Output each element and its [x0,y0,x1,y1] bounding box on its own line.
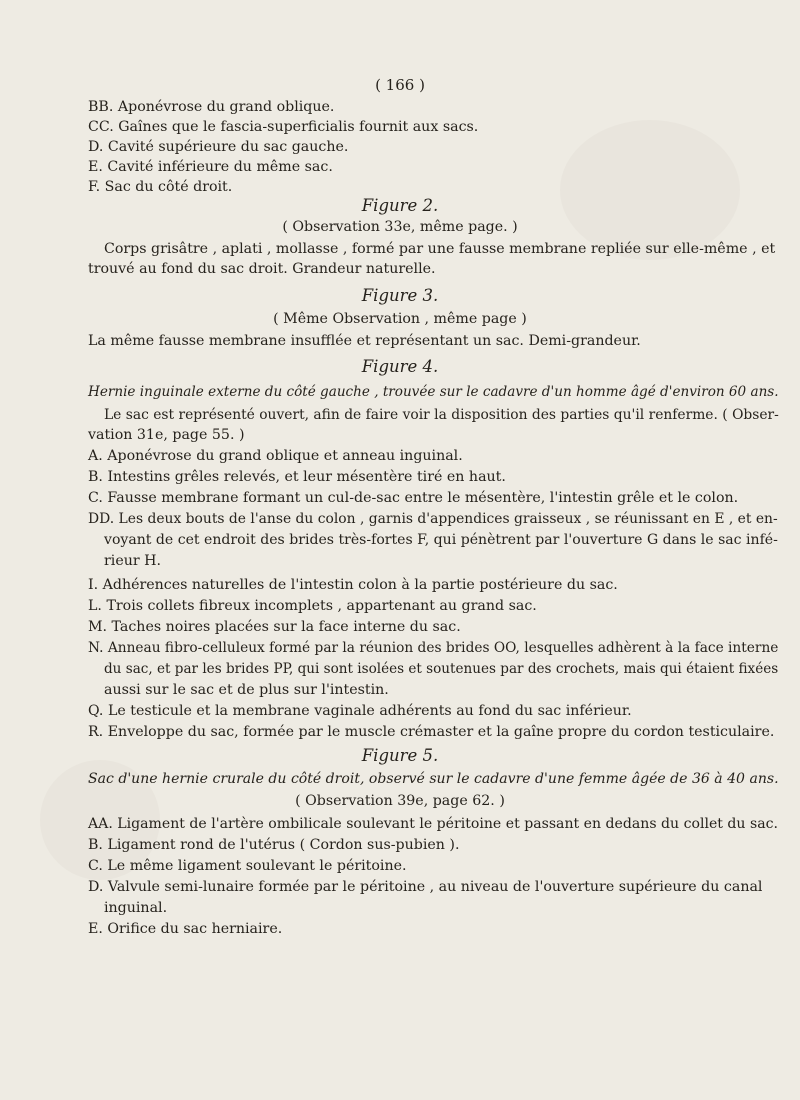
figure-5-caption: Sac d'une hernie crurale du côté droit, observé sur le cadavre d'une femme âgée de 36 à 40 ans. [88,771,779,787]
page-number: ( 166 ) [375,76,425,94]
figure-4-intro-line-2: vation 31e, page 55. ) [88,427,245,443]
figure-3-text: La même fausse membrane insufflée et représentant un sac. Demi-grandeur. [88,333,641,349]
figure-2-observation: ( Observation 33e, même page. ) [282,219,518,235]
legend-item-d: D. Cavité supérieure du sac gauche. [88,139,349,155]
figure-2-text-line-2: trouvé au fond du sac droit. Grandeur naturelle. [88,261,436,277]
figure-5-item-d-line-1: D. Valvule semi-lunaire formée par le péritoine , au niveau de l'ouverture supérieure du canal [88,879,763,895]
figure-5-title: Figure 5. [361,746,439,765]
figure-4-item-dd-line-3: rieur H. [104,553,162,569]
figure-2-text-line-1: Corps grisâtre , aplati , mollasse , formé par une fausse membrane repliée sur elle-même , et [104,241,776,257]
figure-4-item-b: B. Intestins grêles relevés, et leur mésentère tiré en haut. [88,469,506,485]
figure-4-item-n-line-1: N. Anneau fibro-celluleux formé par la réunion des brides OO, lesquelles adhèrent à la face interne [88,640,779,656]
figure-3-title: Figure 3. [361,286,439,305]
figure-5-item-e: E. Orifice du sac herniaire. [88,921,283,937]
figure-3-observation: ( Même Observation , même page ) [273,311,527,327]
figure-4-item-dd-line-1: DD. Les deux bouts de l'anse du colon , garnis d'appendices graisseux , se réunissant en E , et en- [88,511,778,527]
figure-4-item-r: R. Enveloppe du sac, formée par le muscle crémaster et la gaîne propre du cordon testiculaire. [88,724,775,740]
figure-5-observation: ( Observation 39e, page 62. ) [295,793,505,809]
legend-item-f: F. Sac du côté droit. [88,179,233,195]
figure-4-item-n-line-2: du sac, et par les brides PP, qui sont isolées et soutenues par des crochets, mais qui étaient fixées [104,661,779,677]
legend-item-cc: CC. Gaînes que le fascia-superficialis fournit aux sacs. [88,119,479,135]
legend-item-bb: BB. Aponévrose du grand oblique. [88,99,335,115]
figure-4-item-dd-line-2: voyant de cet endroit des brides très-fortes F, qui pénètrent par l'ouverture G dans le sac infé- [104,532,778,548]
figure-5-item-b: B. Ligament rond de l'utérus ( Cordon sus-pubien ). [88,837,460,853]
figure-4-item-c: C. Fausse membrane formant un cul-de-sac entre le mésentère, l'intestin grêle et le colon. [88,490,739,506]
figure-5-item-c: C. Le même ligament soulevant le péritoine. [88,858,407,874]
figure-5-item-aa: AA. Ligament de l'artère ombilicale soulevant le péritoine et passant en dedans du collet du sac. [88,816,778,832]
figure-4-item-n-line-3: aussi sur le sac et de plus sur l'intestin. [104,682,389,698]
figure-4-item-l: L. Trois collets fibreux incomplets , appartenant au grand sac. [88,598,537,614]
legend-item-e: E. Cavité inférieure du même sac. [88,159,333,175]
figure-4-item-q: Q. Le testicule et la membrane vaginale adhérents au fond du sac inférieur. [88,703,632,719]
figure-4-item-a: A. Aponévrose du grand oblique et anneau inguinal. [88,448,463,464]
figure-4-item-m: M. Taches noires placées sur la face interne du sac. [88,619,461,635]
figure-2-title: Figure 2. [361,196,439,215]
figure-4-item-i: I. Adhérences naturelles de l'intestin colon à la partie postérieure du sac. [88,577,618,593]
figure-4-intro-line-1: Le sac est représenté ouvert, afin de faire voir la disposition des parties qu'il renferme. ( Obser- [104,407,779,423]
figure-4-title: Figure 4. [361,357,439,376]
figure-4-caption: Hernie inguinale externe du côté gauche , trouvée sur le cadavre d'un homme âgé d'environ 60 ans. [88,384,779,400]
figure-5-item-d-line-2: inguinal. [104,900,168,916]
